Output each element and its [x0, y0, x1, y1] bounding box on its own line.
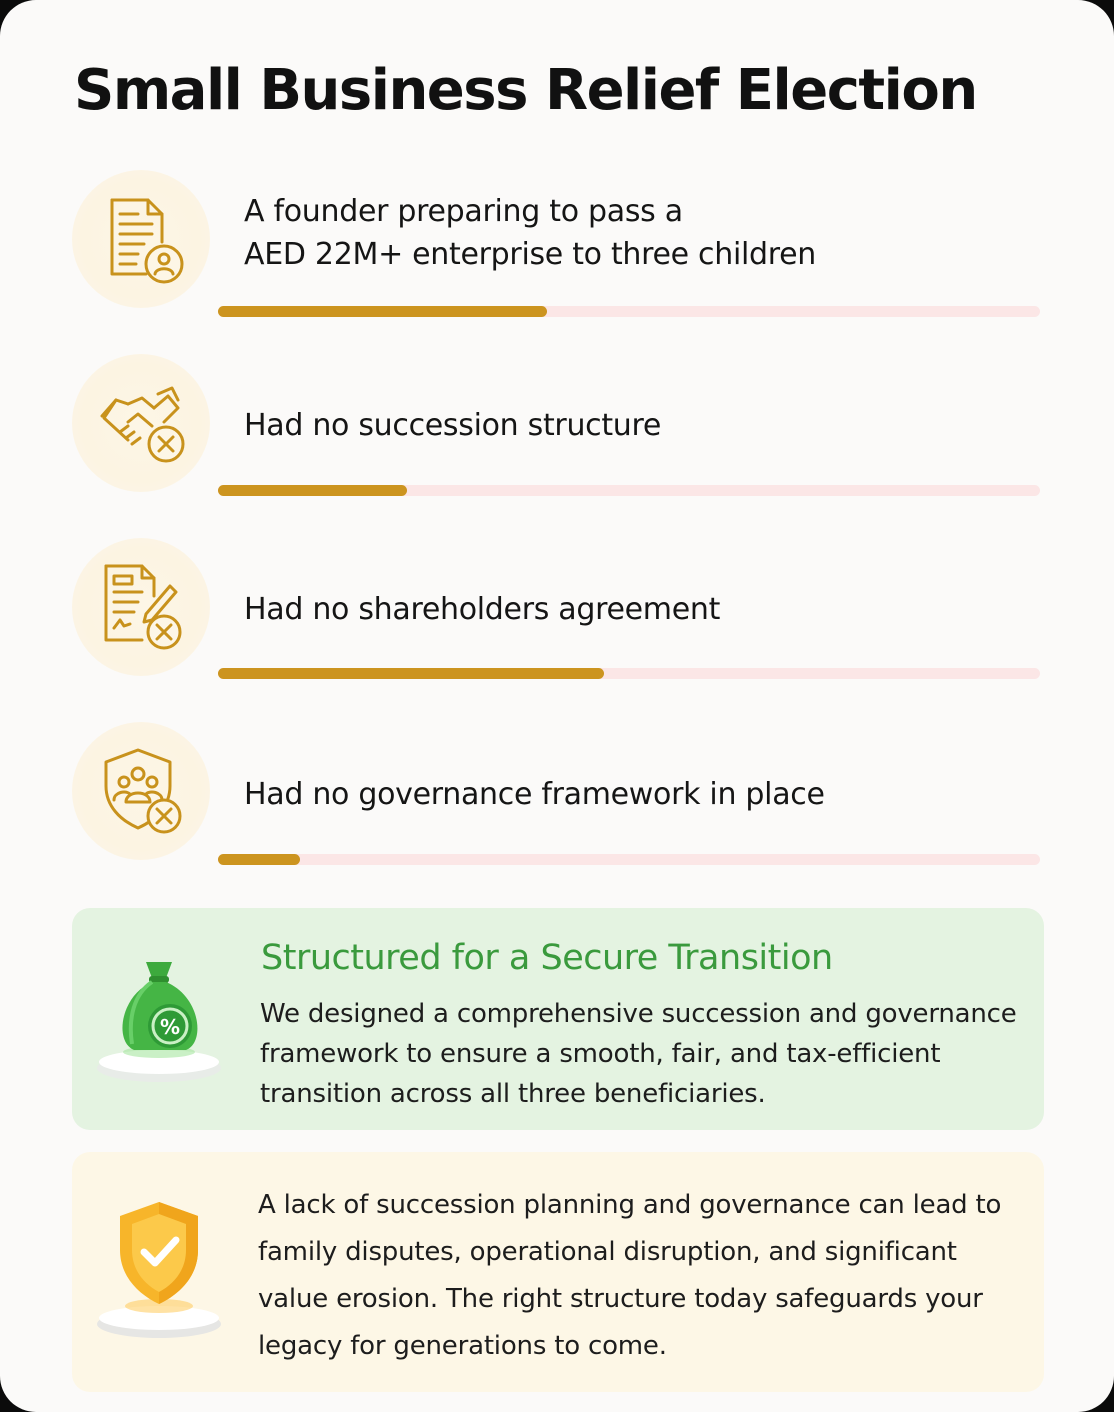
money-bag-percent-icon — [94, 948, 224, 1088]
progress-fill — [218, 485, 407, 496]
page-title: Small Business Relief Election — [74, 58, 977, 123]
progress-track — [218, 854, 1040, 865]
progress-fill — [218, 668, 604, 679]
item-line: Had no shareholders agreement — [244, 592, 721, 627]
item-description — [244, 190, 816, 276]
icon-badge — [72, 722, 210, 860]
document-user-icon — [98, 194, 188, 284]
item-description — [244, 773, 825, 816]
note-body: A lack of succession planning and governance can lead to family disputes, operational disruption, and significant value erosion. The right structure today safeguards your legacy for generations to come. — [258, 1190, 1002, 1361]
highlight-panel — [72, 908, 1044, 1130]
progress-track — [218, 306, 1040, 317]
shield-group-x-icon — [98, 746, 188, 836]
progress-fill — [218, 306, 547, 317]
icon-badge — [72, 538, 210, 676]
handshake-x-icon — [98, 378, 188, 468]
item-line: AED 22M+ enterprise to three children — [244, 237, 817, 272]
progress-track — [218, 668, 1040, 679]
icon-badge — [72, 354, 210, 492]
icon-badge — [72, 170, 210, 308]
item-line: A founder preparing to pass a — [244, 194, 683, 229]
contract-pen-x-icon — [98, 562, 188, 652]
progress-track — [218, 485, 1040, 496]
item-description — [244, 588, 720, 631]
item-line: Had no governance framework in place — [244, 777, 825, 812]
progress-fill — [218, 854, 300, 865]
item-description — [244, 404, 661, 447]
highlight-title: Structured for a Secure Transition — [261, 938, 833, 978]
highlight-body: We designed a comprehensive succession and governance framework to ensure a smooth, fair, and tax-efficient transition across all three beneficiaries. — [260, 999, 1017, 1109]
percent-symbol: % — [159, 1015, 181, 1039]
item-line: Had no succession structure — [244, 408, 662, 443]
shield-check-icon — [94, 1196, 224, 1346]
note-panel — [72, 1152, 1044, 1392]
